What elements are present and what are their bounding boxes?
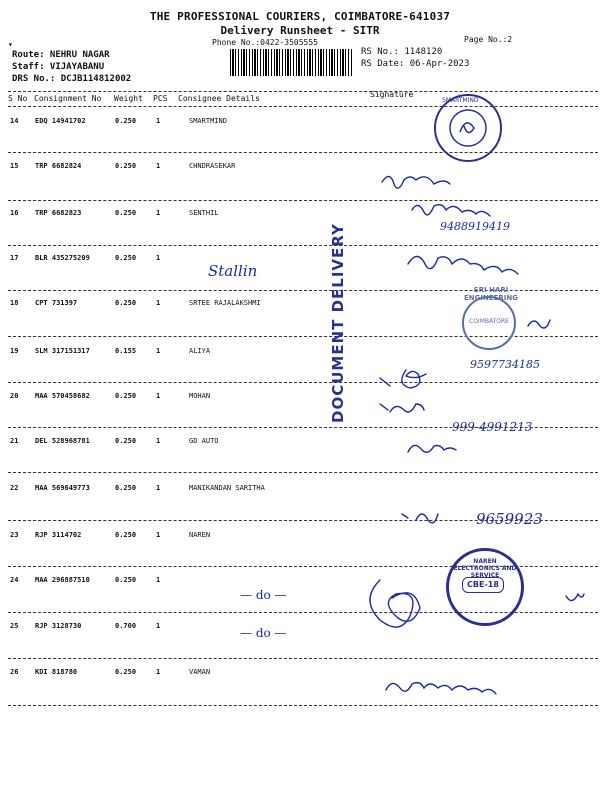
row-consignment: MAA 570458682 [35,392,90,400]
row-weight: 0.250 [115,162,137,170]
row-pcs: 1 [156,668,161,676]
staff-label: Staff: VIJAYABANU [12,62,105,72]
drs-number: DRS No.: DCJB114812002 [12,74,132,84]
row-consignment: RJP 3114702 [35,531,82,539]
row-weight: 0.700 [115,622,137,630]
row-pcs: 1 [156,576,161,584]
row-pcs: 1 [156,484,161,492]
row-weight: 0.155 [115,347,137,355]
row-pcs: 1 [156,437,161,445]
phone-handwritten-16: 9488919419 [440,220,510,233]
phone-handwritten-19: 9597734185 [470,358,540,371]
row-consignment: MAA 296887510 [35,576,90,584]
row-consignment: SLM 317151317 [35,347,90,355]
row-weight: 0.250 [115,392,137,400]
phone-number: Phone No.:0422-3505555 [212,38,318,47]
row-consignment: MAA 569649773 [35,484,90,492]
row-consignee: SRTEE RAJALAKSHMI [189,299,261,307]
row-consignee: MOHAN [189,392,211,400]
engineering-stamp-city: COIMBATORE [469,318,509,325]
row-sno: 14 [10,117,19,125]
col-signature: Signature [370,90,414,99]
barcode-icon [230,49,352,76]
phone-handwritten-21: 999-4991213 [452,420,533,434]
engineering-stamp-text: SRI HARI ENGINEERING [463,286,518,302]
row-weight: 0.250 [115,299,137,307]
col-consignment: Consignment No [34,94,102,103]
row-sno: 19 [10,347,19,355]
stallin-signature: Stallin [208,262,258,280]
row-consignee: GD AUTO [189,437,219,445]
row-pcs: 1 [156,622,161,630]
runsheet-title: Delivery Runsheet - SITR [220,24,380,37]
col-consignee: Consignee Details [178,94,260,103]
row-consignment: EDQ 14941702 [35,117,86,125]
col-weight: Weight [114,94,143,103]
row-weight: 0.250 [115,576,137,584]
row-sno: 21 [10,437,19,445]
row-pcs: 1 [156,254,161,262]
page-number: Page No.:2 [464,35,513,44]
row-weight: 0.250 [115,531,137,539]
smartmind-stamp [434,94,502,162]
row-consignment: BLR 435275209 [35,254,90,262]
rs-date: RS Date: 06-Apr-2023 [361,59,470,69]
row-sno: 17 [10,254,19,262]
row-sno: 20 [10,392,19,400]
dash-signature-24: — do — [240,588,287,602]
row-pcs: 1 [156,162,161,170]
row-consignee: VAMAN [189,668,211,676]
row-consignee: MANIKANDAN SARITHA [189,484,265,492]
route-label: Route: NEHRU NAGAR [12,50,110,60]
row-sno: 23 [10,531,19,539]
row-pcs: 1 [156,347,161,355]
row-weight: 0.250 [115,209,137,217]
row-pcs: 1 [156,117,161,125]
row-consignee: NAREN [189,531,211,539]
document-delivery-stamp [329,223,347,423]
row-pcs: 1 [156,299,161,307]
row-weight: 0.250 [115,668,137,676]
smartmind-stamp-text: SMARTMIND [442,97,479,104]
row-sno: 25 [10,622,19,630]
row-consignee: SMARTMIND [189,117,227,125]
col-pcs: PCS [153,94,168,103]
rs-number: RS No.: 1148120 [361,47,443,57]
dash-signature-25: — do — [240,626,287,640]
col-sno: S No [8,94,28,103]
row-weight: 0.250 [115,484,137,492]
row-consignment: RJP 3128730 [35,622,82,630]
row-consignment: TRP 6682824 [35,162,82,170]
document-delivery-text: DOCUMENT DELIVERY [329,223,347,423]
header-top-divider [8,91,598,92]
row-sno: 26 [10,668,19,676]
stamp-ring-icon [436,96,500,160]
row-consignment: TRP 6682823 [35,209,82,217]
row-divider [8,705,598,706]
row-consignee: ALIYA [189,347,211,355]
row-weight: 0.250 [115,254,137,262]
row-weight: 0.250 [115,437,137,445]
row-pcs: 1 [156,531,161,539]
row-sno: 24 [10,576,19,584]
naren-stamp-code: CBE-18 [462,577,504,593]
row-sno: 22 [10,484,19,492]
row-sno: 15 [10,162,19,170]
corner-mark-icon: ▾ [8,40,13,49]
company-title: THE PROFESSIONAL COURIERS, COIMBATORE-641037 [149,10,451,23]
row-pcs: 1 [156,209,161,217]
row-divider [8,152,598,153]
naren-stamp-text: NAREN ELECTRONICS AND SERVICE [453,558,517,579]
row-consignment: CPT 731397 [35,299,78,307]
row-consignee: SENTHIL [189,209,219,217]
row-sno: 18 [10,299,19,307]
phone-handwritten-22: 9659923 [476,510,543,528]
row-consignee: CHNDRASEKAR [189,162,236,170]
header-bottom-divider [8,106,598,107]
row-consignment: DEL 528968781 [35,437,90,445]
row-weight: 0.250 [115,117,137,125]
row-sno: 16 [10,209,19,217]
row-consignment: KDI 818780 [35,668,78,676]
row-pcs: 1 [156,392,161,400]
